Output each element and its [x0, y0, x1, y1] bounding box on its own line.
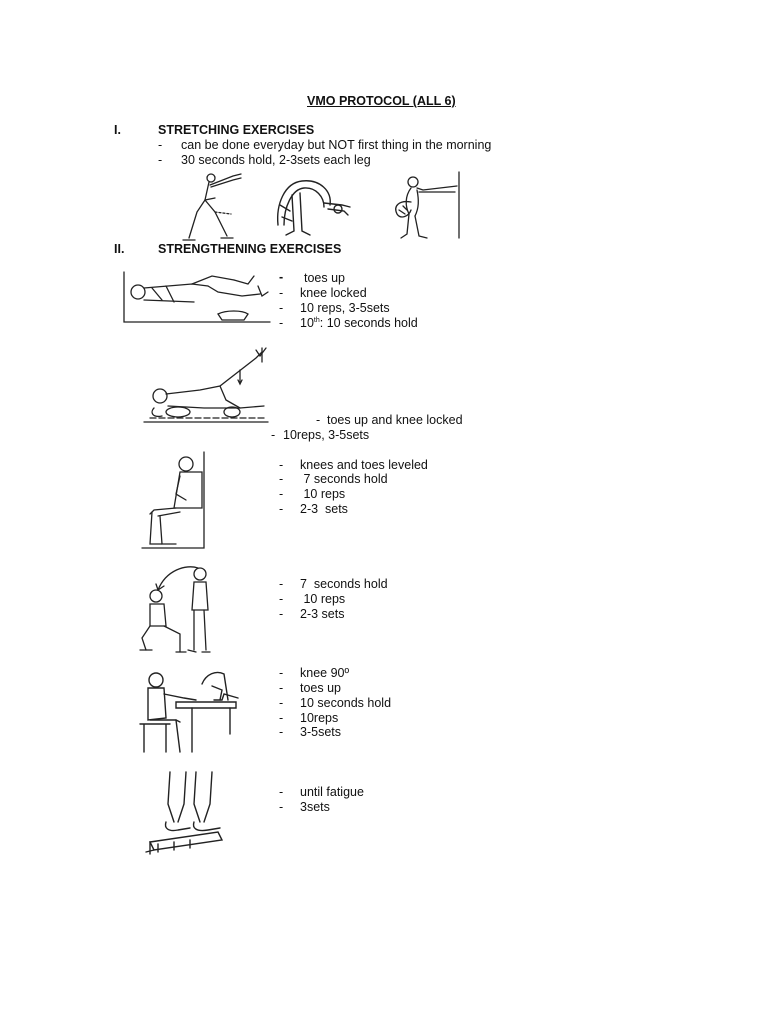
list-dash: -: [279, 800, 284, 814]
stretch-note: 30 seconds hold, 2-3sets each leg: [181, 153, 371, 167]
exercise-4-item: 2-3 sets: [300, 607, 345, 621]
exercise-2-item: 10reps, 3-5sets: [283, 428, 370, 442]
list-dash: -: [279, 502, 284, 516]
exercise-1-item: 10 reps, 3-5sets: [300, 301, 390, 315]
list-dash: -: [279, 472, 284, 486]
wall-sit-illustration: [140, 450, 212, 550]
list-dash: -: [279, 270, 284, 284]
section-numeral-1: I.: [114, 123, 121, 137]
exercise-5-item: knee 90º: [300, 666, 350, 680]
exercise-1-item: toes up: [304, 271, 346, 285]
side-lying-leg-raise-illustration: [140, 346, 270, 426]
list-dash: -: [279, 592, 284, 606]
list-dash: -: [316, 413, 321, 427]
list-dash: -: [279, 725, 284, 739]
stretch-note: can be done everyday but NOT first thing in the morning: [181, 138, 492, 152]
exercise-5-item: 10 seconds hold: [300, 696, 392, 710]
list-dash: -: [158, 138, 163, 152]
list-dash: -: [279, 607, 284, 621]
exercise-4-item: 10 reps: [300, 592, 346, 606]
list-dash: -: [279, 666, 284, 680]
list-dash: -: [279, 458, 284, 472]
list-dash: -: [279, 681, 284, 695]
hold-text: : 10 seconds hold: [319, 316, 418, 330]
exercise-2-item: toes up and knee locked: [327, 413, 463, 427]
hold-ordinal: 10: [300, 316, 314, 330]
list-dash: -: [279, 577, 284, 591]
list-dash: -: [279, 316, 284, 330]
exercise-1-hold: [300, 316, 418, 331]
exercise-6-item: until fatigue: [300, 785, 364, 799]
exercise-3-item: knees and toes leveled: [300, 458, 428, 472]
list-dash: -: [279, 487, 284, 501]
straight-leg-raise-illustration: [122, 270, 272, 325]
list-dash: -: [279, 301, 284, 315]
list-dash: -: [279, 785, 284, 799]
step-heel-raise-illustration: [144, 770, 224, 856]
seated-knee-extension-illustration: [136, 664, 240, 756]
section-numeral-2: II.: [114, 242, 125, 256]
squat-lunge-illustration: [136, 560, 216, 656]
list-dash: -: [279, 696, 284, 710]
exercise-5-item: toes up: [300, 681, 342, 695]
exercise-5-item: 3-5sets: [300, 725, 341, 739]
exercise-3-item: 2-3 sets: [300, 502, 348, 516]
standing-quad-stretch-illustration: [383, 170, 465, 242]
section-heading-stretching: STRETCHING EXERCISES: [158, 123, 315, 137]
exercise-6-item: 3sets: [300, 800, 330, 814]
exercise-5-item: 10reps: [300, 711, 339, 725]
exercise-3-item: 10 reps: [300, 487, 346, 501]
hold-ordinal-suffix: th: [313, 316, 320, 324]
section-heading-strengthening: STRENGTHENING EXERCISES: [158, 242, 342, 256]
page-title: VMO PROTOCOL (ALL 6): [307, 94, 456, 108]
standing-calf-stretch-illustration: [175, 168, 245, 243]
list-dash: -: [279, 286, 284, 300]
exercise-1-item: knee locked: [300, 286, 367, 300]
list-dash: -: [271, 428, 276, 442]
list-dash: -: [279, 711, 284, 725]
exercise-4-item: 7 seconds hold: [300, 577, 388, 591]
list-dash: -: [158, 153, 163, 167]
bent-over-hamstring-stretch-illustration: [272, 175, 352, 240]
exercise-3-item: 7 seconds hold: [300, 472, 388, 486]
